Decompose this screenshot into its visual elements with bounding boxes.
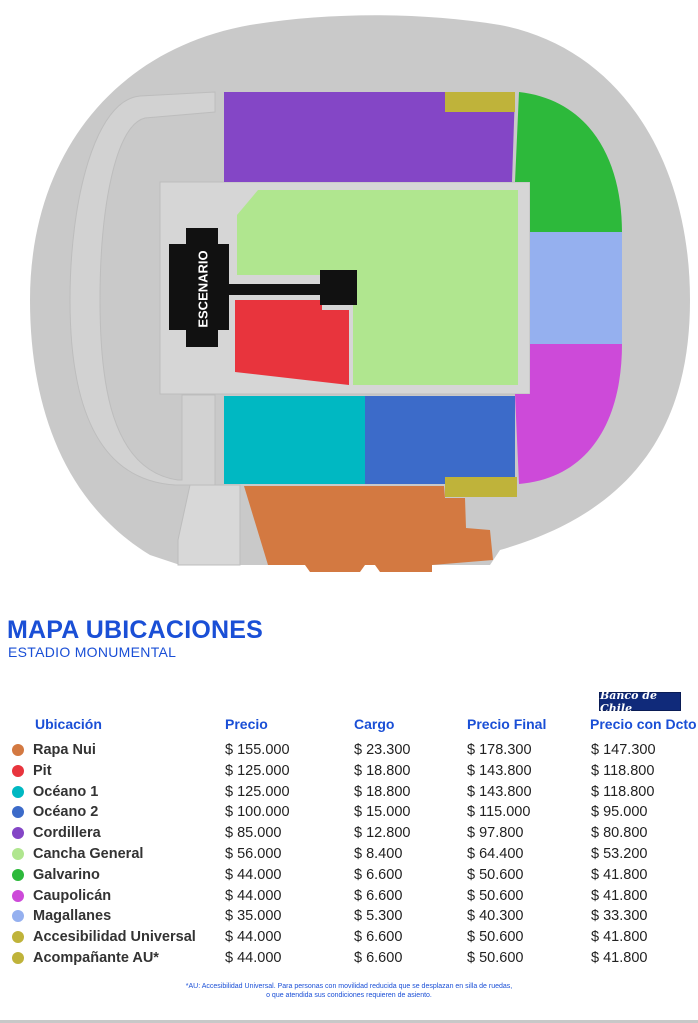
- row-precio-dcto: $ 118.800: [591, 762, 655, 779]
- color-swatch: [12, 952, 24, 964]
- row-precio-dcto: $ 41.800: [591, 949, 648, 966]
- row-cargo: $ 8.400: [354, 845, 403, 862]
- color-swatch: [12, 827, 24, 839]
- footnote-line-2: o que atendida sus condiciones requieren de asiento.: [266, 992, 432, 999]
- row-precio: $ 44.000: [225, 949, 282, 966]
- color-swatch: [12, 786, 24, 798]
- section-magallanes[interactable]: [530, 232, 622, 344]
- row-name: Magallanes: [33, 908, 112, 925]
- row-precio: $ 44.000: [225, 929, 282, 946]
- row-precio-final: $ 64.400: [467, 845, 524, 862]
- row-cargo: $ 18.800: [354, 762, 411, 779]
- row-precio-final: $ 143.800: [467, 783, 532, 800]
- price-table: [0, 740, 698, 969]
- section-pit[interactable]: [235, 300, 349, 385]
- section-rapa-nui[interactable]: [244, 486, 493, 572]
- table-row: [0, 802, 698, 823]
- row-precio: $ 56.000: [225, 845, 282, 862]
- row-cargo: $ 6.600: [354, 949, 403, 966]
- row-cargo: $ 6.600: [354, 887, 403, 904]
- table-row: [0, 906, 698, 927]
- color-swatch: [12, 806, 24, 818]
- table-row: [0, 823, 698, 844]
- table-row: [0, 844, 698, 865]
- table-row: [0, 782, 698, 803]
- row-precio: $ 44.000: [225, 887, 282, 904]
- color-swatch: [12, 931, 24, 943]
- row-name: Océano 1: [33, 783, 99, 800]
- row-precio-final: $ 115.000: [467, 804, 531, 821]
- row-precio: $ 35.000: [225, 908, 282, 925]
- row-name: Cordillera: [33, 825, 101, 842]
- header-cargo: Cargo: [354, 716, 395, 732]
- color-swatch: [12, 869, 24, 881]
- header-precio-final: Precio Final: [467, 716, 547, 732]
- table-row: [0, 948, 698, 969]
- table-row: [0, 865, 698, 886]
- row-precio: $ 125.000: [225, 762, 290, 779]
- row-cargo: $ 6.600: [354, 866, 403, 883]
- row-precio-dcto: $ 41.800: [591, 929, 648, 946]
- color-swatch: [12, 910, 24, 922]
- color-swatch: [12, 890, 24, 902]
- row-name: Rapa Nui: [33, 742, 96, 758]
- section-accesibilidad-bottom[interactable]: [445, 477, 517, 497]
- color-swatch: [12, 765, 24, 777]
- row-precio-dcto: $ 41.800: [591, 866, 648, 883]
- row-precio-final: $ 50.600: [467, 929, 524, 946]
- page-title: MAPA UBICACIONES: [7, 616, 263, 644]
- row-precio-dcto: $ 53.200: [591, 845, 648, 862]
- section-oceano-1[interactable]: [224, 396, 365, 484]
- row-precio-dcto: $ 95.000: [591, 804, 648, 821]
- row-precio-final: $ 40.300: [467, 908, 524, 925]
- row-name: Galvarino: [33, 866, 100, 883]
- section-oceano-2[interactable]: [365, 396, 515, 484]
- row-precio-final: $ 50.600: [467, 949, 524, 966]
- row-precio: $ 85.000: [225, 825, 282, 842]
- section-accesibilidad-top[interactable]: [445, 92, 515, 112]
- header-precio-dcto: Precio con Dcto: [590, 716, 697, 732]
- color-swatch: [12, 848, 24, 860]
- row-precio-dcto: $ 41.800: [591, 887, 648, 904]
- table-row: [0, 886, 698, 907]
- row-cargo: $ 5.300: [354, 908, 403, 925]
- row-cargo: $ 18.800: [354, 783, 411, 800]
- row-precio-dcto: $ 118.800: [591, 783, 655, 800]
- header-precio: Precio: [225, 716, 268, 732]
- row-cargo: $ 23.300: [354, 742, 411, 758]
- row-precio-final: $ 143.800: [467, 762, 532, 779]
- row-precio: $ 44.000: [225, 866, 282, 883]
- row-precio-final: $ 97.800: [467, 825, 524, 842]
- row-name: Accesibilidad Universal: [33, 929, 196, 946]
- header-ubicacion: Ubicación: [35, 716, 102, 732]
- row-precio: $ 125.000: [225, 783, 290, 800]
- footnote-line-1: *AU: Accesibilidad Universal. Para personas con movilidad reducida que se desplazan en silla de ruedas,: [185, 983, 513, 990]
- row-precio-dcto: $ 33.300: [591, 908, 648, 925]
- bank-logo: Banco de Chile: [599, 692, 681, 711]
- row-name: Cancha General: [33, 845, 144, 862]
- row-cargo: $ 12.800: [354, 825, 411, 842]
- row-precio-final: $ 50.600: [467, 866, 524, 883]
- row-precio: $ 100.000: [225, 804, 290, 821]
- row-name: Caupolicán: [33, 887, 112, 904]
- row-precio: $ 155.000: [225, 742, 290, 758]
- color-swatch: [12, 744, 24, 756]
- row-precio-dcto: $ 80.800: [591, 825, 648, 842]
- row-cargo: $ 6.600: [354, 929, 403, 946]
- row-name: Océano 2: [33, 804, 99, 821]
- row-cargo: $ 15.000: [354, 804, 411, 821]
- row-name: Pit: [33, 762, 52, 779]
- row-name: Acompañante AU*: [33, 949, 159, 966]
- row-precio-final: $ 178.300: [467, 742, 532, 758]
- table-row: [0, 761, 698, 782]
- row-precio-final: $ 50.600: [467, 887, 524, 904]
- table-row: [0, 927, 698, 948]
- row-precio-dcto: $ 147.300: [591, 742, 656, 758]
- page-subtitle: ESTADIO MONUMENTAL: [8, 644, 177, 660]
- table-row: [0, 740, 698, 761]
- stage-label: ESCENARIO: [195, 250, 211, 328]
- footnote: [0, 982, 698, 1000]
